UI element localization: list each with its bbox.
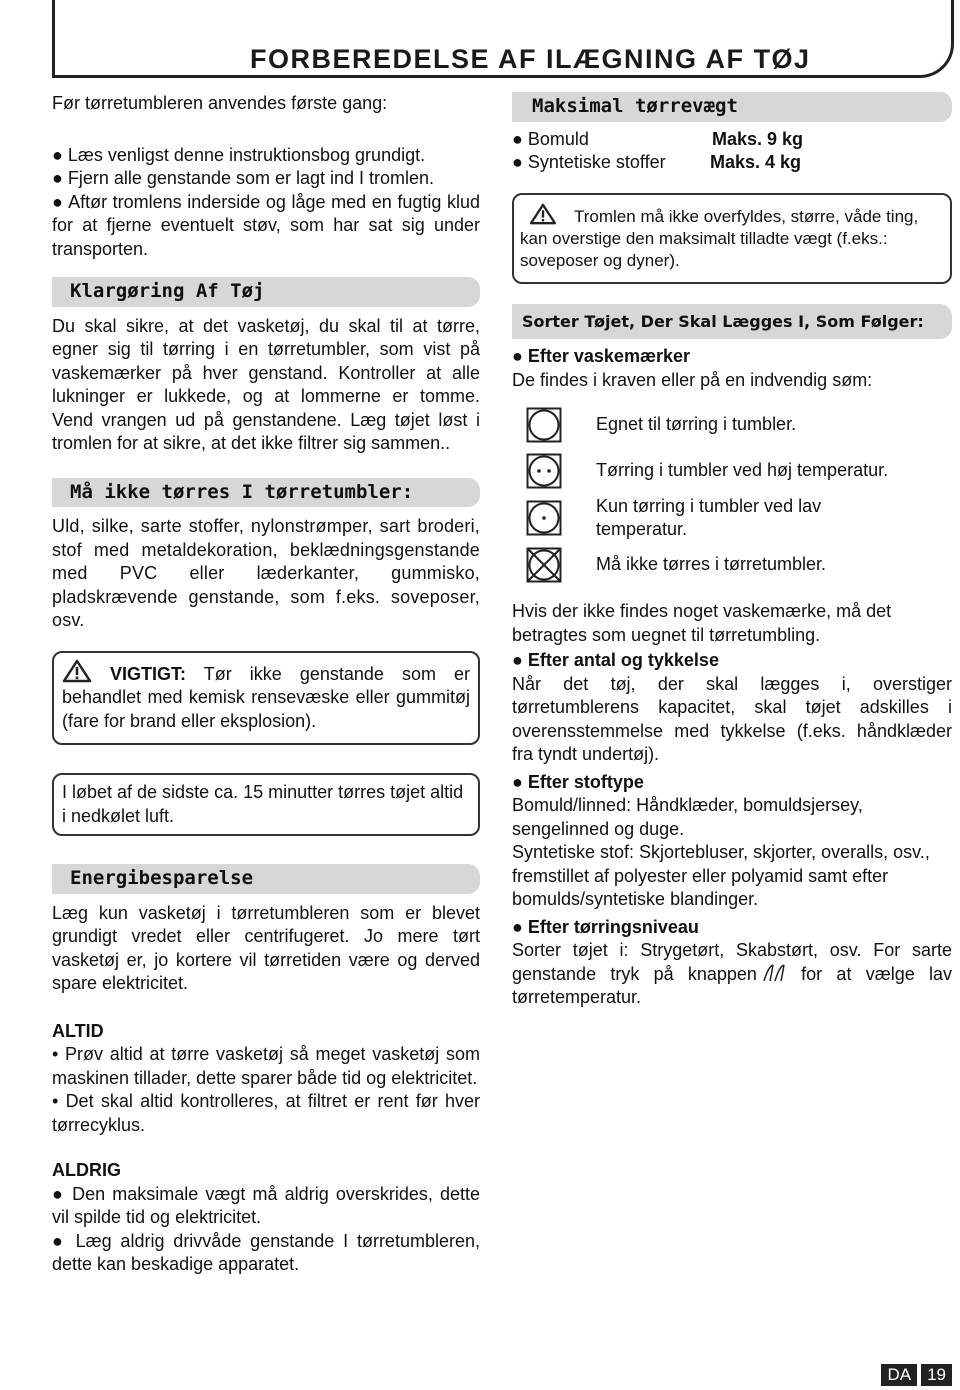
section-heading-sorter: Sorter Tøjet, Der Skal Lægges I, Som Følger: [512, 304, 952, 340]
aldrig-item: ● Læg aldrig drivvåde genstande I tørretumbleren, dette kan beskadige apparatet. [52, 1230, 480, 1274]
cooling-box [52, 773, 480, 836]
intro-bullet: ● Fjern alle genstande som er lagt ind I tromlen. [52, 168, 435, 188]
tumble-dry-high-icon [526, 453, 562, 489]
symbol-row: Må ikke tørres i tørretumbler. [512, 542, 952, 588]
warning-icon [62, 659, 92, 683]
intro-text: Før tørretumbleren anvendes første gang: [52, 93, 388, 113]
overload-warning-box [512, 193, 952, 284]
aldrig-heading: ALDRIG [52, 1160, 121, 1180]
tumble-dry-icon [526, 407, 562, 443]
vigtigt-text: Tør ikke genstande som er behandlet med kemisk rensevæske eller gummitøj (fare for brand eller eksplosion). [62, 663, 470, 731]
left-column [52, 92, 480, 1277]
stoftype-text-1: Bomuld/linned: Håndklæder, bomuldsjersey, sengelinned og duge. [512, 795, 863, 839]
cooling-text: I løbet af de sidste ca. 15 minutter tørres tøjet altid i nedkølet luft. [62, 782, 464, 826]
vaskemaerker-text: De findes i kraven eller på en indvendig søm: [512, 369, 873, 390]
weight-row: ● Bomuld Maks. 9 kg [512, 128, 804, 149]
symbol-list [512, 402, 952, 588]
page-footer [881, 1364, 952, 1386]
klargoring-text: Du skal sikre, at det vasketøj, du skal til at tørre, egner sig til tørring i en tørretumbler, som vist på vaskemærker på hver genstand. Kontroller at alle lukninger er lukkede, og at lommerne er tomme. Vend vrangen ud på genstandene. Læg tøjet løst i tromlen for at sikre, at det ikke filtrer sig sammen.. [52, 315, 480, 453]
overload-warning-text: Tromlen må ikke overfyldes, større, våde ting, kan overstige den maksimalt tilladte vægt (f.eks.: soveposer og dyner). [520, 206, 919, 270]
page-title: FORBEREDELSE AF ILÆGNING AF TØJ [250, 44, 811, 74]
stoftype-text-2: Syntetiske stof: Skjortebluser, skjorter, overalls, osv., fremstillet af polyester eller polyamid samt efter bomulds/syntetiske blandinger. [512, 842, 930, 909]
antal-text: Når det tøj, der skal lægges i, overstiger tørretumblerens kapacitet, skal tøjet adskilles i overensstemmelse med tykkelse (f.eks. håndklæder fra tyndt undertøj). [512, 673, 952, 764]
altid-item: • Det skal altid kontrolleres, at filtret er rent før hver tørrecyklus. [52, 1091, 480, 1135]
delicate-button-icon [761, 963, 787, 983]
section-heading-klargoring: Klargøring Af Tøj [52, 277, 480, 307]
vigtigt-box [52, 651, 480, 746]
section-heading-maks: Maksimal tørrevægt [512, 92, 952, 122]
aldrig-item: ● Den maksimale vægt må aldrig overskrides, dette vil spilde tid og elektricitet. [52, 1183, 481, 1227]
tumble-dry-low-icon [526, 500, 562, 536]
warning-icon [528, 203, 558, 225]
weight-row: ● Syntetiske stoffer Maks. 4 kg [512, 152, 802, 172]
language-badge: DA [881, 1364, 917, 1386]
efter-stoftype: ● Efter stoftype [512, 771, 644, 792]
symbol-row: Tørring i tumbler ved høj temperatur. [512, 448, 952, 494]
intro-bullet: ● Aftør tromlens inderside og låge med en fugtig klud for at fjerne eventuelt støv, som har sat sig under transporten. [52, 191, 480, 259]
ma-ikke-text: Uld, silke, sarte stoffer, nylonstrømper, sart broderi, stof med metaldekoration, beklædningsgenstande med PVC eller læderkanter, gummisko, pladskrævende genstande, som f.eks. soveposer, osv. [52, 516, 480, 630]
symbol-row: Kun tørring i tumbler ved lav temperatur. [512, 494, 952, 542]
no-label-text: Hvis der ikke findes noget vaskemærke, må det betragtes som uegnet til tørretumbling. [512, 601, 892, 645]
vigtigt-label: VIGTIGT: [110, 663, 187, 684]
altid-heading: ALTID [52, 1020, 104, 1041]
weights-list [512, 128, 952, 175]
no-tumble-dry-icon [526, 547, 562, 583]
section-heading-ma-ikke: Må ikke tørres I tørretumbler: [52, 478, 480, 508]
section-heading-energi: Energibesparelse [52, 864, 480, 894]
efter-vaskemaerker: ● Efter vaskemærker [512, 346, 690, 366]
torring-text: Sorter tøjet i: Strygetørt, Skabstørt, osv. For sarte genstande tryk på knappen for at vælge lav tørretemperatur. [512, 940, 952, 1007]
efter-antal: ● Efter antal og tykkelse [512, 650, 719, 670]
page-number: 19 [921, 1364, 952, 1386]
right-column [512, 92, 952, 1010]
symbol-row: Egnet til tørring i tumbler. [512, 402, 952, 448]
altid-item: • Prøv altid at tørre vasketøj så meget vasketøj som maskinen tillader, dette sparer både tid og elektricitet. [52, 1044, 481, 1088]
energi-text: Læg kun vasketøj i tørretumbleren som er blevet grundigt vredet eller centrifugeret. Jo mere tørt vasketøj er, jo kortere vil tørretiden være og derved spare elektricitet. [52, 902, 480, 993]
intro-bullet: ● Læs venligst denne instruktionsbog grundigt. [52, 144, 426, 165]
efter-torringsniveau: ● Efter tørringsniveau [512, 916, 699, 937]
